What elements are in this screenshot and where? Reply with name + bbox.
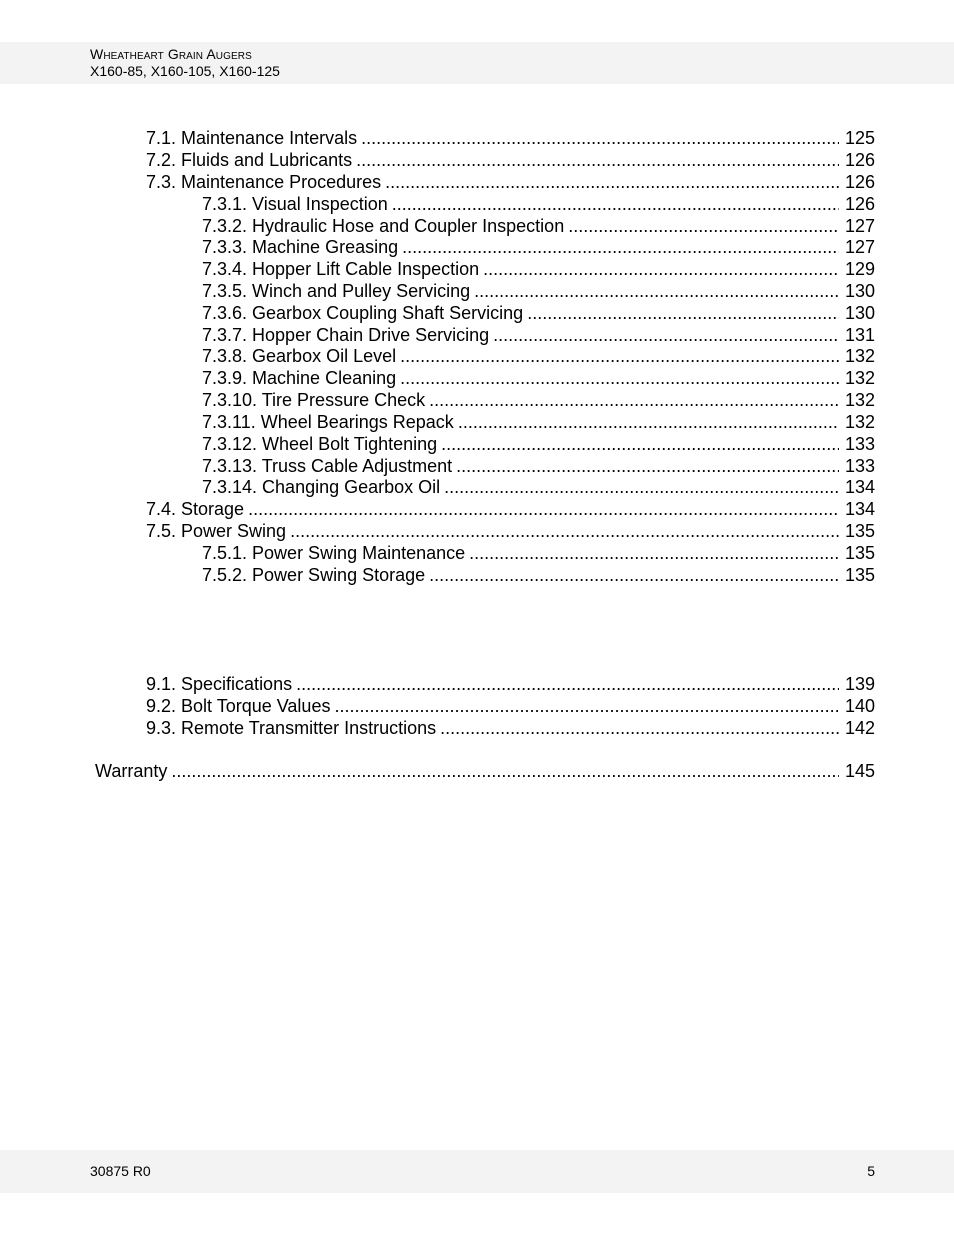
header-models: X160-85, X160-105, X160-125 bbox=[90, 63, 280, 79]
toc-leader-dots bbox=[361, 127, 839, 149]
toc-leader-dots bbox=[527, 302, 839, 324]
header-title: Wheatheart Grain Augers bbox=[90, 46, 252, 62]
toc-leader-dots bbox=[385, 171, 839, 193]
toc-entry[interactable] bbox=[202, 215, 875, 237]
toc-entry-label: 7.3.10. Tire Pressure Check bbox=[202, 390, 426, 410]
toc-entry-warranty[interactable] bbox=[95, 760, 875, 782]
toc-entry-label: 7.3.8. Gearbox Oil Level bbox=[202, 346, 397, 366]
toc-entry-label: 9.2. Bolt Torque Values bbox=[146, 696, 331, 716]
toc-leader-dots bbox=[296, 673, 839, 695]
toc-entry-label: 7.1. Maintenance Intervals bbox=[146, 128, 358, 148]
toc-entry-label: 7.3.6. Gearbox Coupling Shaft Servicing bbox=[202, 303, 524, 323]
toc-entry-label: 7.3. Maintenance Procedures bbox=[146, 172, 382, 192]
toc-entry[interactable] bbox=[146, 673, 875, 695]
toc-entry[interactable] bbox=[146, 498, 875, 520]
toc-entry[interactable] bbox=[202, 302, 875, 324]
toc-entry-page: 130 bbox=[844, 281, 875, 301]
toc-entry-page: 125 bbox=[844, 128, 875, 148]
toc-entry[interactable] bbox=[202, 455, 875, 477]
toc-entry-label: 7.3.12. Wheel Bolt Tightening bbox=[202, 434, 438, 454]
toc-leader-dots bbox=[290, 520, 839, 542]
toc-entry-page: 134 bbox=[844, 499, 875, 519]
toc-entry[interactable] bbox=[202, 367, 875, 389]
toc-entry-label: 7.5.1. Power Swing Maintenance bbox=[202, 543, 466, 563]
toc-entry-page: 131 bbox=[844, 325, 875, 345]
toc-entry[interactable] bbox=[202, 193, 875, 215]
toc-entry-page: 140 bbox=[844, 696, 875, 716]
toc-entry-page: 132 bbox=[844, 368, 875, 388]
toc-leader-dots bbox=[334, 695, 838, 717]
toc-leader-dots bbox=[456, 455, 839, 477]
toc-leader-dots bbox=[444, 476, 839, 498]
toc-entry-page: 126 bbox=[844, 150, 875, 170]
toc-entry[interactable] bbox=[202, 476, 875, 498]
toc-entry-label: 7.3.9. Machine Cleaning bbox=[202, 368, 397, 388]
toc-entry-page: 130 bbox=[844, 303, 875, 323]
toc-entry-page: 133 bbox=[844, 434, 875, 454]
toc-entry-page: 135 bbox=[844, 521, 875, 541]
toc-entry-page: 127 bbox=[844, 216, 875, 236]
toc-entry-page: 126 bbox=[844, 172, 875, 192]
toc-entry-page: 126 bbox=[844, 194, 875, 214]
toc-entry-page: 134 bbox=[844, 477, 875, 497]
toc-entry-page: 133 bbox=[844, 456, 875, 476]
toc-entry[interactable] bbox=[202, 258, 875, 280]
toc-entry-page: 135 bbox=[844, 565, 875, 585]
toc-entry[interactable] bbox=[202, 542, 875, 564]
toc-entry[interactable] bbox=[202, 564, 875, 586]
toc-entry-page: 129 bbox=[844, 259, 875, 279]
toc-entry[interactable] bbox=[202, 236, 875, 258]
toc-leader-dots bbox=[474, 280, 839, 302]
toc-leader-dots bbox=[392, 193, 839, 215]
toc-leader-dots bbox=[400, 367, 839, 389]
toc-entry[interactable] bbox=[146, 695, 875, 717]
toc-entry[interactable] bbox=[146, 127, 875, 149]
toc-entry-label: 7.3.2. Hydraulic Hose and Coupler Inspection bbox=[202, 216, 565, 236]
toc-leader-dots bbox=[568, 215, 839, 237]
toc-entry-page: 135 bbox=[844, 543, 875, 563]
toc-entry-label: 7.3.5. Winch and Pulley Servicing bbox=[202, 281, 471, 301]
toc-entry-page: 127 bbox=[844, 237, 875, 257]
toc-entry-label: 7.3.11. Wheel Bearings Repack bbox=[202, 412, 454, 432]
toc-entry-label: 7.3.13. Truss Cable Adjustment bbox=[202, 456, 453, 476]
toc-leader-dots bbox=[248, 498, 839, 520]
toc-entry-label: 7.3.3. Machine Greasing bbox=[202, 237, 399, 257]
toc-entry-page: 139 bbox=[844, 674, 875, 694]
toc-entry-label: 7.3.1. Visual Inspection bbox=[202, 194, 388, 214]
toc-leader-dots bbox=[458, 411, 839, 433]
toc-leader-dots bbox=[440, 717, 839, 739]
toc-entry[interactable] bbox=[202, 345, 875, 367]
toc-entry-page: 132 bbox=[844, 412, 875, 432]
toc-leader-dots bbox=[493, 324, 839, 346]
toc-leader-dots bbox=[402, 236, 839, 258]
toc-leader-dots bbox=[469, 542, 839, 564]
toc-entry[interactable] bbox=[146, 149, 875, 171]
toc-entry-label: Warranty bbox=[95, 761, 168, 781]
toc-entry-label: 9.3. Remote Transmitter Instructions bbox=[146, 718, 437, 738]
toc-entry-label: 7.3.4. Hopper Lift Cable Inspection bbox=[202, 259, 480, 279]
toc-leader-dots bbox=[429, 564, 839, 586]
toc-leader-dots bbox=[400, 345, 839, 367]
toc-leader-dots bbox=[356, 149, 839, 171]
toc-entry-page: 145 bbox=[844, 761, 875, 781]
toc-leader-dots bbox=[483, 258, 839, 280]
toc-leader-dots bbox=[441, 433, 839, 455]
toc-entry[interactable] bbox=[202, 433, 875, 455]
toc-entry-label: 7.5. Power Swing bbox=[146, 521, 287, 541]
toc-entry-label: 7.5.2. Power Swing Storage bbox=[202, 565, 426, 585]
toc-entry-page: 132 bbox=[844, 346, 875, 366]
toc-entry-label: 9.1. Specifications bbox=[146, 674, 293, 694]
toc-entry-label: 7.3.14. Changing Gearbox Oil bbox=[202, 477, 441, 497]
toc-entry-label: 7.4. Storage bbox=[146, 499, 245, 519]
toc-entry[interactable] bbox=[202, 389, 875, 411]
toc-entry[interactable] bbox=[146, 717, 875, 739]
toc-entry-page: 142 bbox=[844, 718, 875, 738]
toc-leader-dots bbox=[171, 760, 839, 782]
toc-entry[interactable] bbox=[202, 324, 875, 346]
toc-entry[interactable] bbox=[146, 520, 875, 542]
toc-entry[interactable] bbox=[146, 171, 875, 193]
toc-entry-label: 7.3.7. Hopper Chain Drive Servicing bbox=[202, 325, 490, 345]
footer-doc-number: 30875 R0 bbox=[90, 1163, 151, 1179]
footer-page-number: 5 bbox=[867, 1163, 875, 1179]
toc-leader-dots bbox=[429, 389, 839, 411]
toc-entry[interactable] bbox=[202, 280, 875, 302]
toc-entry-label: 7.2. Fluids and Lubricants bbox=[146, 150, 353, 170]
toc-entry[interactable] bbox=[202, 411, 875, 433]
toc-entry-page: 132 bbox=[844, 390, 875, 410]
